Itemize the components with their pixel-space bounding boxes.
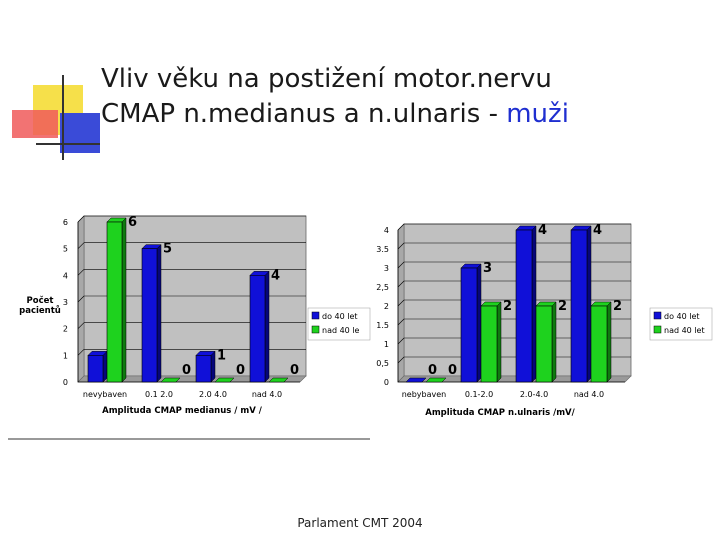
bar	[107, 222, 122, 382]
bar	[142, 249, 157, 382]
y-tick-label: 0	[62, 378, 68, 387]
y-tick-label: 3	[383, 264, 389, 273]
y-tick-label: 0	[383, 378, 389, 387]
data-label: 4	[271, 268, 281, 284]
chart-2	[376, 223, 712, 418]
chart-1	[8, 215, 370, 439]
x-tick-label: nevybaven	[82, 390, 128, 399]
bar	[591, 306, 607, 382]
data-label: 0	[236, 363, 246, 378]
y-tick-label: 2	[62, 324, 68, 334]
legend-swatch	[312, 326, 319, 333]
y-tick-label: 6	[62, 218, 68, 227]
legend	[308, 308, 370, 340]
y-tick-label: 2	[383, 302, 389, 311]
bar	[571, 230, 587, 382]
y-tick-label: 1	[62, 351, 68, 361]
legend	[650, 308, 712, 340]
bar-side	[211, 351, 215, 382]
data-label: 0	[290, 363, 300, 378]
y-tick-label: 5	[62, 244, 68, 254]
legend-label: do 40 let	[322, 312, 358, 321]
y-tick-label: 1.5	[376, 321, 389, 330]
x-tick-label: 2.0 4.0	[199, 390, 227, 399]
bar-1-nad-40-le-1	[107, 218, 126, 382]
bar-side	[532, 226, 536, 382]
x-tick-label: 2.0-4.0	[519, 390, 549, 399]
bar	[516, 230, 532, 382]
bar	[250, 275, 265, 382]
bar	[196, 355, 211, 382]
bar-1-do-40-let-2	[142, 245, 161, 382]
y-tick-label: 4	[383, 226, 389, 235]
x-axis-title: Amplituda CMAP medianus / mV /	[102, 406, 262, 416]
bar-2-nad-40-let-2	[481, 302, 501, 382]
y-tick-label: 3	[62, 298, 68, 307]
bar-side	[265, 271, 269, 382]
bar-side	[103, 351, 107, 382]
data-label: 0	[448, 363, 458, 378]
bar-side	[122, 218, 126, 382]
bar-2-do-40-let-4	[571, 226, 591, 382]
data-label: 4	[593, 223, 603, 238]
bar-side	[477, 264, 481, 382]
data-label: 0	[428, 363, 438, 378]
x-tick-label: nad 4.0	[251, 390, 283, 399]
x-tick-label: nebybaven	[401, 390, 447, 399]
bar-1-do-40-let-1	[88, 351, 107, 382]
legend-label: nad 40 let	[664, 326, 705, 335]
bar-2-nad-40-let-3	[536, 302, 556, 382]
legend-label: nad 40 le	[322, 326, 360, 335]
legend-label: do 40 let	[664, 312, 700, 321]
bar	[536, 306, 552, 382]
bar	[461, 268, 477, 382]
title-line-2-text: CMAP n.medianus a n.ulnaris -	[101, 99, 507, 129]
data-label: 0	[182, 363, 192, 378]
data-label: 1	[217, 348, 227, 364]
bar-side	[607, 302, 611, 382]
data-label: 3	[483, 261, 493, 276]
bar	[88, 355, 103, 382]
bar-2-do-40-let-2	[461, 264, 481, 382]
title-accent-word: muži	[506, 99, 569, 129]
legend-swatch	[654, 326, 661, 333]
bar	[481, 306, 497, 382]
x-tick-label: nad 4.0	[573, 390, 605, 399]
data-label: 4	[538, 223, 548, 238]
data-label: 2	[613, 299, 623, 314]
y-tick-label: 1	[383, 340, 389, 349]
y-tick-label: 0,5	[376, 359, 389, 368]
bar-1-do-40-let-3	[196, 351, 215, 382]
y-axis-title: Počet	[26, 296, 54, 306]
bar-2-nad-40-let-4	[591, 302, 611, 382]
y-tick-label: 4	[62, 271, 68, 281]
data-label: 2	[503, 299, 513, 314]
x-tick-label: 0.1 2.0	[145, 390, 173, 399]
bar-side	[157, 245, 161, 382]
data-label: 2	[558, 299, 568, 314]
title-line-1: Vliv věku na postižení motor.nervu	[101, 64, 552, 94]
y-tick-label: 3.5	[376, 245, 389, 254]
bar-side	[552, 302, 556, 382]
bar-2-do-40-let-3	[516, 226, 536, 382]
bar-side	[587, 226, 591, 382]
y-axis-title: pacientů	[19, 306, 61, 316]
legend-swatch	[312, 312, 319, 319]
bar-side	[497, 302, 501, 382]
legend-swatch	[654, 312, 661, 319]
y-tick-label: 2,5	[376, 283, 389, 292]
data-label: 5	[163, 241, 173, 257]
footer-text: Parlament CMT 2004	[297, 516, 423, 530]
bar-1-do-40-let-4	[250, 271, 269, 382]
data-label: 6	[128, 215, 138, 230]
x-tick-label: 0.1-2.0	[464, 390, 494, 399]
x-axis-title: Amplituda CMAP n.ulnaris /mV/	[425, 408, 575, 418]
